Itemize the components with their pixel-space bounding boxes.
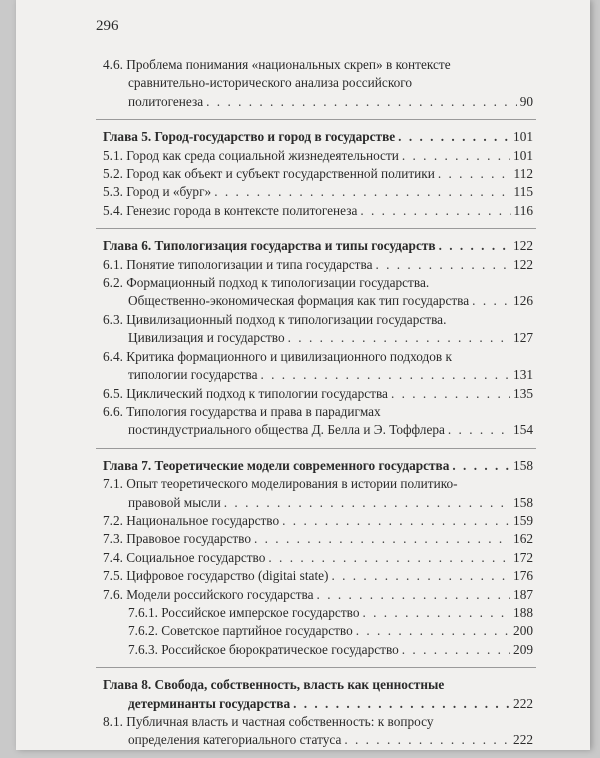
dot-leader: [206, 93, 517, 111]
toc-entry: [103, 604, 533, 622]
dot-leader: [402, 641, 510, 659]
chapter-divider: [96, 119, 536, 120]
toc-page-number: 101: [513, 129, 533, 145]
dot-leader: [472, 292, 510, 310]
toc-page-number: 131: [513, 367, 533, 383]
toc-entry: [103, 641, 533, 659]
toc-page-number: 172: [513, 549, 533, 565]
toc-entry: [103, 403, 533, 440]
toc-entry: [103, 622, 533, 640]
dot-leader: [268, 549, 510, 567]
toc-page-number: 222: [513, 695, 533, 711]
toc-page-number: 159: [513, 512, 533, 528]
toc-chapter-block: [16, 237, 590, 439]
toc-entry-text: Общественно-экономическая формация как тип государства: [128, 293, 470, 309]
toc-page-number: 90: [519, 93, 533, 109]
toc-entry-text: 5.2. Город как объект и субъект государственной политики: [103, 166, 435, 182]
dot-leader: [439, 237, 510, 255]
toc-entry-text: 6.3. Цивилизационный подход к типологизации государства.: [103, 311, 447, 327]
dot-leader: [375, 256, 510, 274]
toc-page-number: 101: [513, 147, 533, 163]
toc-chapter-heading: [103, 128, 533, 146]
toc-page-number: 187: [513, 586, 533, 602]
toc-entry: [103, 274, 533, 311]
toc-page-number: 158: [513, 494, 533, 510]
toc-entry-text: правовой мысли: [128, 494, 221, 510]
dot-leader: [448, 421, 510, 439]
dot-leader: [331, 567, 510, 585]
chapter-divider: [96, 667, 536, 668]
toc-entry: [103, 475, 533, 512]
toc-entry: [103, 567, 533, 585]
toc-entry-text: 4.6. Проблема понимания «национальных скреп» в контексте: [103, 57, 451, 72]
dot-leader: [391, 385, 510, 403]
toc-entry-text: Глава 5. Город-государство и город в государстве: [103, 129, 396, 145]
dot-leader: [438, 165, 511, 183]
toc-page-number: 188: [513, 604, 533, 620]
book-page: [16, 0, 590, 750]
dot-leader: [317, 586, 511, 604]
toc-entry: [103, 512, 533, 530]
toc-entry: [103, 311, 533, 348]
dot-leader: [452, 457, 510, 475]
toc-entry-text: 7.4. Социальное государство: [103, 549, 266, 565]
toc-entry: [103, 147, 533, 165]
dot-leader: [260, 366, 510, 384]
toc-page-number: 222: [513, 732, 533, 748]
toc-entry: [103, 348, 533, 385]
dot-leader: [398, 128, 510, 146]
toc-entry-text: Глава 6. Типологизация государства и типы государств: [103, 238, 436, 254]
toc-page-number: 154: [513, 422, 533, 438]
toc-entry-text: 5.4. Генезис города в контексте политогенеза: [103, 202, 358, 218]
toc-page-number: 158: [513, 457, 533, 473]
toc-entry-text: политогенеза: [128, 93, 204, 109]
dot-leader: [362, 604, 510, 622]
toc-page-number: 112: [513, 166, 533, 182]
toc-entry: [103, 56, 533, 111]
toc-entry-text: определения категориального статуса: [128, 732, 342, 748]
toc-entry: [103, 549, 533, 567]
toc-page-number: 209: [513, 641, 533, 657]
toc-page-number: 127: [513, 330, 533, 346]
toc-chapter-block: [16, 128, 590, 220]
toc-entry: [103, 586, 533, 604]
toc-page-number: 122: [513, 256, 533, 272]
toc-page-number: 135: [513, 385, 533, 401]
toc-chapter-heading: [103, 457, 533, 475]
toc-entry-text: детерминанты государства: [128, 695, 291, 711]
toc-page-number: 122: [513, 238, 533, 254]
toc-entry: [103, 202, 533, 220]
toc-entry-text: 6.2. Формационный подход к типологизации государства.: [103, 275, 430, 291]
toc-page-number: 176: [513, 568, 533, 584]
toc-entry-text: 7.6.1. Российское имперское государство: [128, 604, 360, 620]
toc-page-number: 115: [513, 184, 533, 200]
dot-leader: [402, 147, 510, 165]
toc-entry-text: 7.3. Правовое государство: [103, 531, 251, 547]
dot-leader: [282, 512, 510, 530]
toc-chapter-block: [16, 676, 590, 750]
toc-entry-text: Глава 8. Свобода, собственность, власть как ценностные: [103, 677, 445, 693]
toc-entry: [103, 183, 533, 201]
toc-entry: [103, 256, 533, 274]
dot-leader: [288, 329, 510, 347]
toc-entry-text: 7.1. Опыт теоретического моделирования в истории политико-: [103, 476, 458, 492]
chapter-divider: [96, 448, 536, 449]
toc-chapter-block: [16, 457, 590, 659]
toc-entry-text: 6.6. Типология государства и права в парадигмах: [103, 403, 381, 419]
chapter-divider: [96, 228, 536, 229]
toc-entry: [103, 385, 533, 403]
toc-chapter-heading: [103, 676, 533, 713]
dot-leader: [356, 622, 510, 640]
toc-entry-text: Глава 7. Теоретические модели современного государства: [103, 457, 450, 473]
dot-leader: [214, 183, 510, 201]
toc-entry-text: 5.1. Город как среда социальной жизнедеятельности: [103, 147, 399, 163]
toc-chapter-heading: [103, 237, 533, 255]
dot-leader: [254, 530, 510, 548]
toc-entry-text: 6.4. Критика формационного и цивилизационного подходов к: [103, 348, 452, 364]
toc-entry-text: 7.6.3. Российское бюрократическое государство: [128, 641, 399, 657]
toc-entry-text: 7.2. Национальное государство: [103, 512, 280, 528]
toc-entry-text: 5.3. Город и «бург»: [103, 184, 212, 200]
toc-page-number: 126: [513, 293, 533, 309]
dot-leader: [293, 695, 510, 713]
toc-entry-text: 6.5. Циклический подход к типологии государства: [103, 385, 388, 401]
table-of-contents: [16, 56, 590, 758]
toc-page-number: 116: [513, 202, 533, 218]
dot-leader: [360, 202, 510, 220]
toc-entry-text: постиндустриального общества Д. Белла и Э. Тоффлера: [128, 422, 445, 438]
toc-entry-text: сравнительно-исторического анализа российского: [128, 75, 413, 91]
toc-entry-text: 7.5. Цифровое государство (digitai state): [103, 568, 329, 584]
toc-entry-text: 7.6.2. Советское партийное государство: [128, 623, 353, 639]
toc-entry-text: 6.1. Понятие типологизации и типа государства: [103, 256, 373, 272]
dot-leader: [224, 494, 510, 512]
toc-entry-text: 8.1. Публичная власть и частная собственность: к вопросу: [103, 714, 434, 729]
dot-leader: [344, 731, 510, 749]
toc-entry-text: типологии государства: [128, 367, 258, 383]
page-number: 296: [96, 18, 119, 34]
toc-page-number: 200: [513, 623, 533, 639]
toc-entry: [103, 713, 533, 750]
toc-entry-text: 7.6. Модели российского государства: [103, 586, 314, 602]
toc-entry: [103, 530, 533, 548]
toc-page-number: 162: [513, 531, 533, 547]
toc-entry: [103, 165, 533, 183]
toc-entry-text: Цивилизация и государство: [128, 330, 285, 346]
toc-chapter-block: [16, 56, 590, 111]
